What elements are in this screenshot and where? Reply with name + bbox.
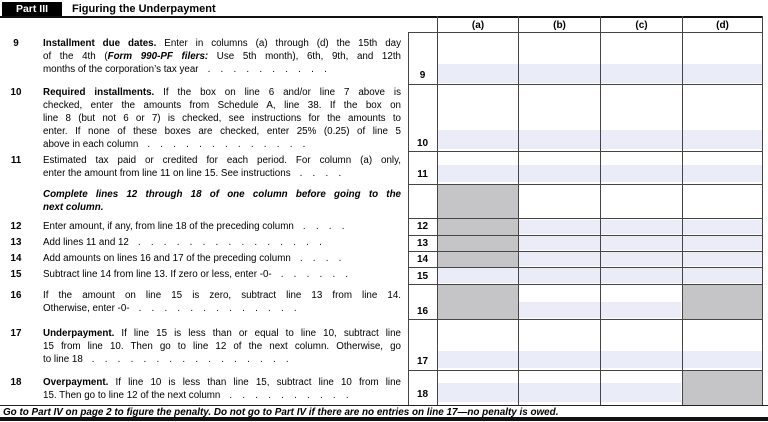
dot-leader: . . . . . . . . . . . . .: [138, 303, 298, 314]
input-line14-cols-b-d[interactable]: [519, 252, 762, 266]
grid-line: [408, 151, 763, 152]
line15-description: [43, 268, 401, 281]
grid-line: [408, 267, 763, 268]
part-label-box: [2, 2, 62, 16]
line10-text-2: checked, enter the amounts from Schedule A, line 38. If the box on: [43, 100, 401, 111]
grid-line: [408, 251, 763, 252]
grid-line: [518, 16, 519, 405]
go-to-part-iv-note: Go to Part IV on page 2 to figure the penalty. Do not go to Part IV if there are no entries on line 17—no penalty is owed.: [3, 407, 559, 418]
dot-leader: . . . .: [299, 253, 342, 264]
grid-line: [437, 16, 438, 405]
line9-text-2b: Use 5th month), 6th, 9th, and 12th: [208, 51, 401, 62]
grid-line: [408, 32, 763, 33]
grid-row-label-11: 11: [417, 169, 428, 180]
input-line18-cols-a-c[interactable]: [438, 383, 681, 402]
line17-description: [43, 327, 401, 366]
grid-line: [600, 16, 601, 405]
item-number-18: 18: [10, 377, 22, 388]
column-header-b: (b): [553, 20, 566, 31]
grid-line: [682, 16, 683, 405]
item-number-15: 15: [10, 269, 22, 280]
line13-description: [43, 236, 401, 249]
item-number-14: 14: [10, 253, 22, 264]
line9-bolditalic: Form 990-PF filers:: [107, 51, 209, 62]
shaded-cell-line12-col-a: [438, 219, 518, 235]
line16-description: [43, 289, 401, 315]
column-header-d: (d): [716, 20, 729, 31]
item-number-10: 10: [10, 87, 22, 98]
line10-text-5: above in each column: [43, 139, 139, 150]
line12-text: Enter amount, if any, from line 18 of the preceding column: [43, 221, 294, 232]
line17-text-1: If line 15 is less than or equal to line 10, subtract line: [114, 328, 401, 339]
grid-row-label-10: 10: [416, 138, 429, 149]
grid-line: [408, 235, 763, 236]
line10-description: [43, 86, 401, 151]
line13-text: Add lines 11 and 12: [43, 237, 129, 248]
grid-row-label-12: 12: [416, 221, 429, 232]
line12-description: [43, 220, 401, 233]
line18-text-1: If line 10 is less than line 15, subtract line 10 from line: [108, 377, 401, 388]
line18-bold-lead: Overpayment.: [43, 377, 109, 388]
item-number-16: 16: [10, 290, 22, 301]
grid-row-label-17: 17: [416, 356, 429, 367]
dot-leader: . . . . . . . . . . . . .: [147, 139, 306, 150]
grid-line: [408, 284, 763, 285]
header-rule: [0, 16, 763, 18]
grid-line: [408, 370, 763, 371]
grid-row-label-15: 15: [416, 271, 429, 282]
line10-text-3: line 8 (but not 6 or 7) is checked, see instructions for the amounts to: [43, 113, 401, 124]
grid-row-label-13: 13: [416, 238, 429, 249]
line18-text-2: 15. Then go to line 12 of the next column: [43, 390, 221, 401]
part-label: Part III: [15, 3, 49, 15]
grid-row-label-16: 16: [416, 306, 429, 317]
item-number-9: 9: [13, 38, 19, 49]
dot-leader: . . . .: [299, 168, 342, 179]
line10-bold-lead: Required installments.: [43, 87, 155, 98]
line9-bold-lead: Installment due dates.: [43, 38, 157, 49]
complete-columns-note: [43, 188, 401, 214]
grid-line: [408, 184, 763, 185]
line11-description: [43, 154, 401, 180]
dot-leader: . . . . . . . . . .: [207, 64, 328, 75]
grid-line: [408, 84, 763, 85]
dot-leader: . . . . . .: [280, 269, 349, 280]
line17-text-3: to line 18: [43, 354, 83, 365]
item-number-17: 17: [10, 328, 22, 339]
line11-text-1: Estimated tax paid or credited for each period. For column (a) only,: [43, 155, 401, 166]
line9-text-3: months of the corporation’s tax year: [43, 64, 199, 75]
line14-description: [43, 252, 401, 265]
grid-row-label-14: 14: [416, 254, 429, 265]
column-header-a: (a): [471, 20, 485, 31]
line9-text-2a: of the 4th (: [43, 51, 108, 62]
line9-text-1: Enter in columns (a) through (d) the 15th day: [156, 38, 401, 49]
column-header-c: (c): [635, 20, 648, 31]
item-number-13: 13: [10, 237, 22, 248]
grid-row-label-9: 9: [419, 70, 426, 81]
shaded-cell-line13-col-a: [438, 236, 518, 251]
line10-text-1: If the box on line 6 and/or line 7 above is: [154, 87, 401, 98]
line14-text: Add amounts on lines 16 and 17 of the preceding column: [43, 253, 291, 264]
line18-description: [43, 376, 401, 402]
item-number-11: 11: [10, 155, 22, 166]
input-line13-cols-b-d[interactable]: [519, 236, 762, 250]
line16-text-1: If the amount on line 15 is zero, subtract line 13 from line 14.: [43, 290, 401, 301]
shaded-cell-line18-col-d: [683, 371, 762, 405]
dot-leader: . . . . . . . . . . . . . . .: [137, 237, 323, 248]
grid-line: [408, 319, 763, 320]
line17-bold-lead: Underpayment.: [43, 328, 115, 339]
shaded-cell-note-col-a: [438, 185, 518, 218]
footer-rule: [0, 405, 768, 406]
line17-text-2: 15 from line 10. Then go to line 12 of the next column. Otherwise, go: [43, 341, 401, 352]
line15-text: Subtract line 14 from line 13. If zero or less, enter -0-: [43, 269, 272, 280]
line10-text-4: enter. If none of these boxes are checked, enter 25% (0.25) of line 5: [43, 126, 401, 137]
dot-leader: . . . .: [302, 221, 345, 232]
note-text-1: Complete lines 12 through 18 of one column before going to the: [43, 189, 401, 200]
shaded-cell-line14-col-a: [438, 252, 518, 267]
shaded-cell-line16-col-a: [438, 285, 518, 319]
part-title: Figuring the Underpayment: [72, 3, 216, 15]
grid-line: [762, 16, 763, 405]
line11-text-2: enter the amount from line 11 on line 15. See instructions: [43, 168, 291, 179]
input-line12-cols-b-d[interactable]: [519, 220, 762, 234]
shaded-cell-line16-col-d: [683, 285, 762, 319]
item-number-12: 12: [10, 221, 22, 232]
line16-text-2: Otherwise, enter -0-: [43, 303, 130, 314]
grid-line: [408, 218, 763, 219]
dot-leader: . . . . . . . . . . . . . . . .: [91, 354, 290, 365]
dot-leader: . . . . . . . . . .: [229, 390, 350, 401]
line9-description: [43, 37, 401, 76]
grid-row-label-18: 18: [416, 389, 429, 400]
note-text-2: next column.: [43, 202, 104, 213]
